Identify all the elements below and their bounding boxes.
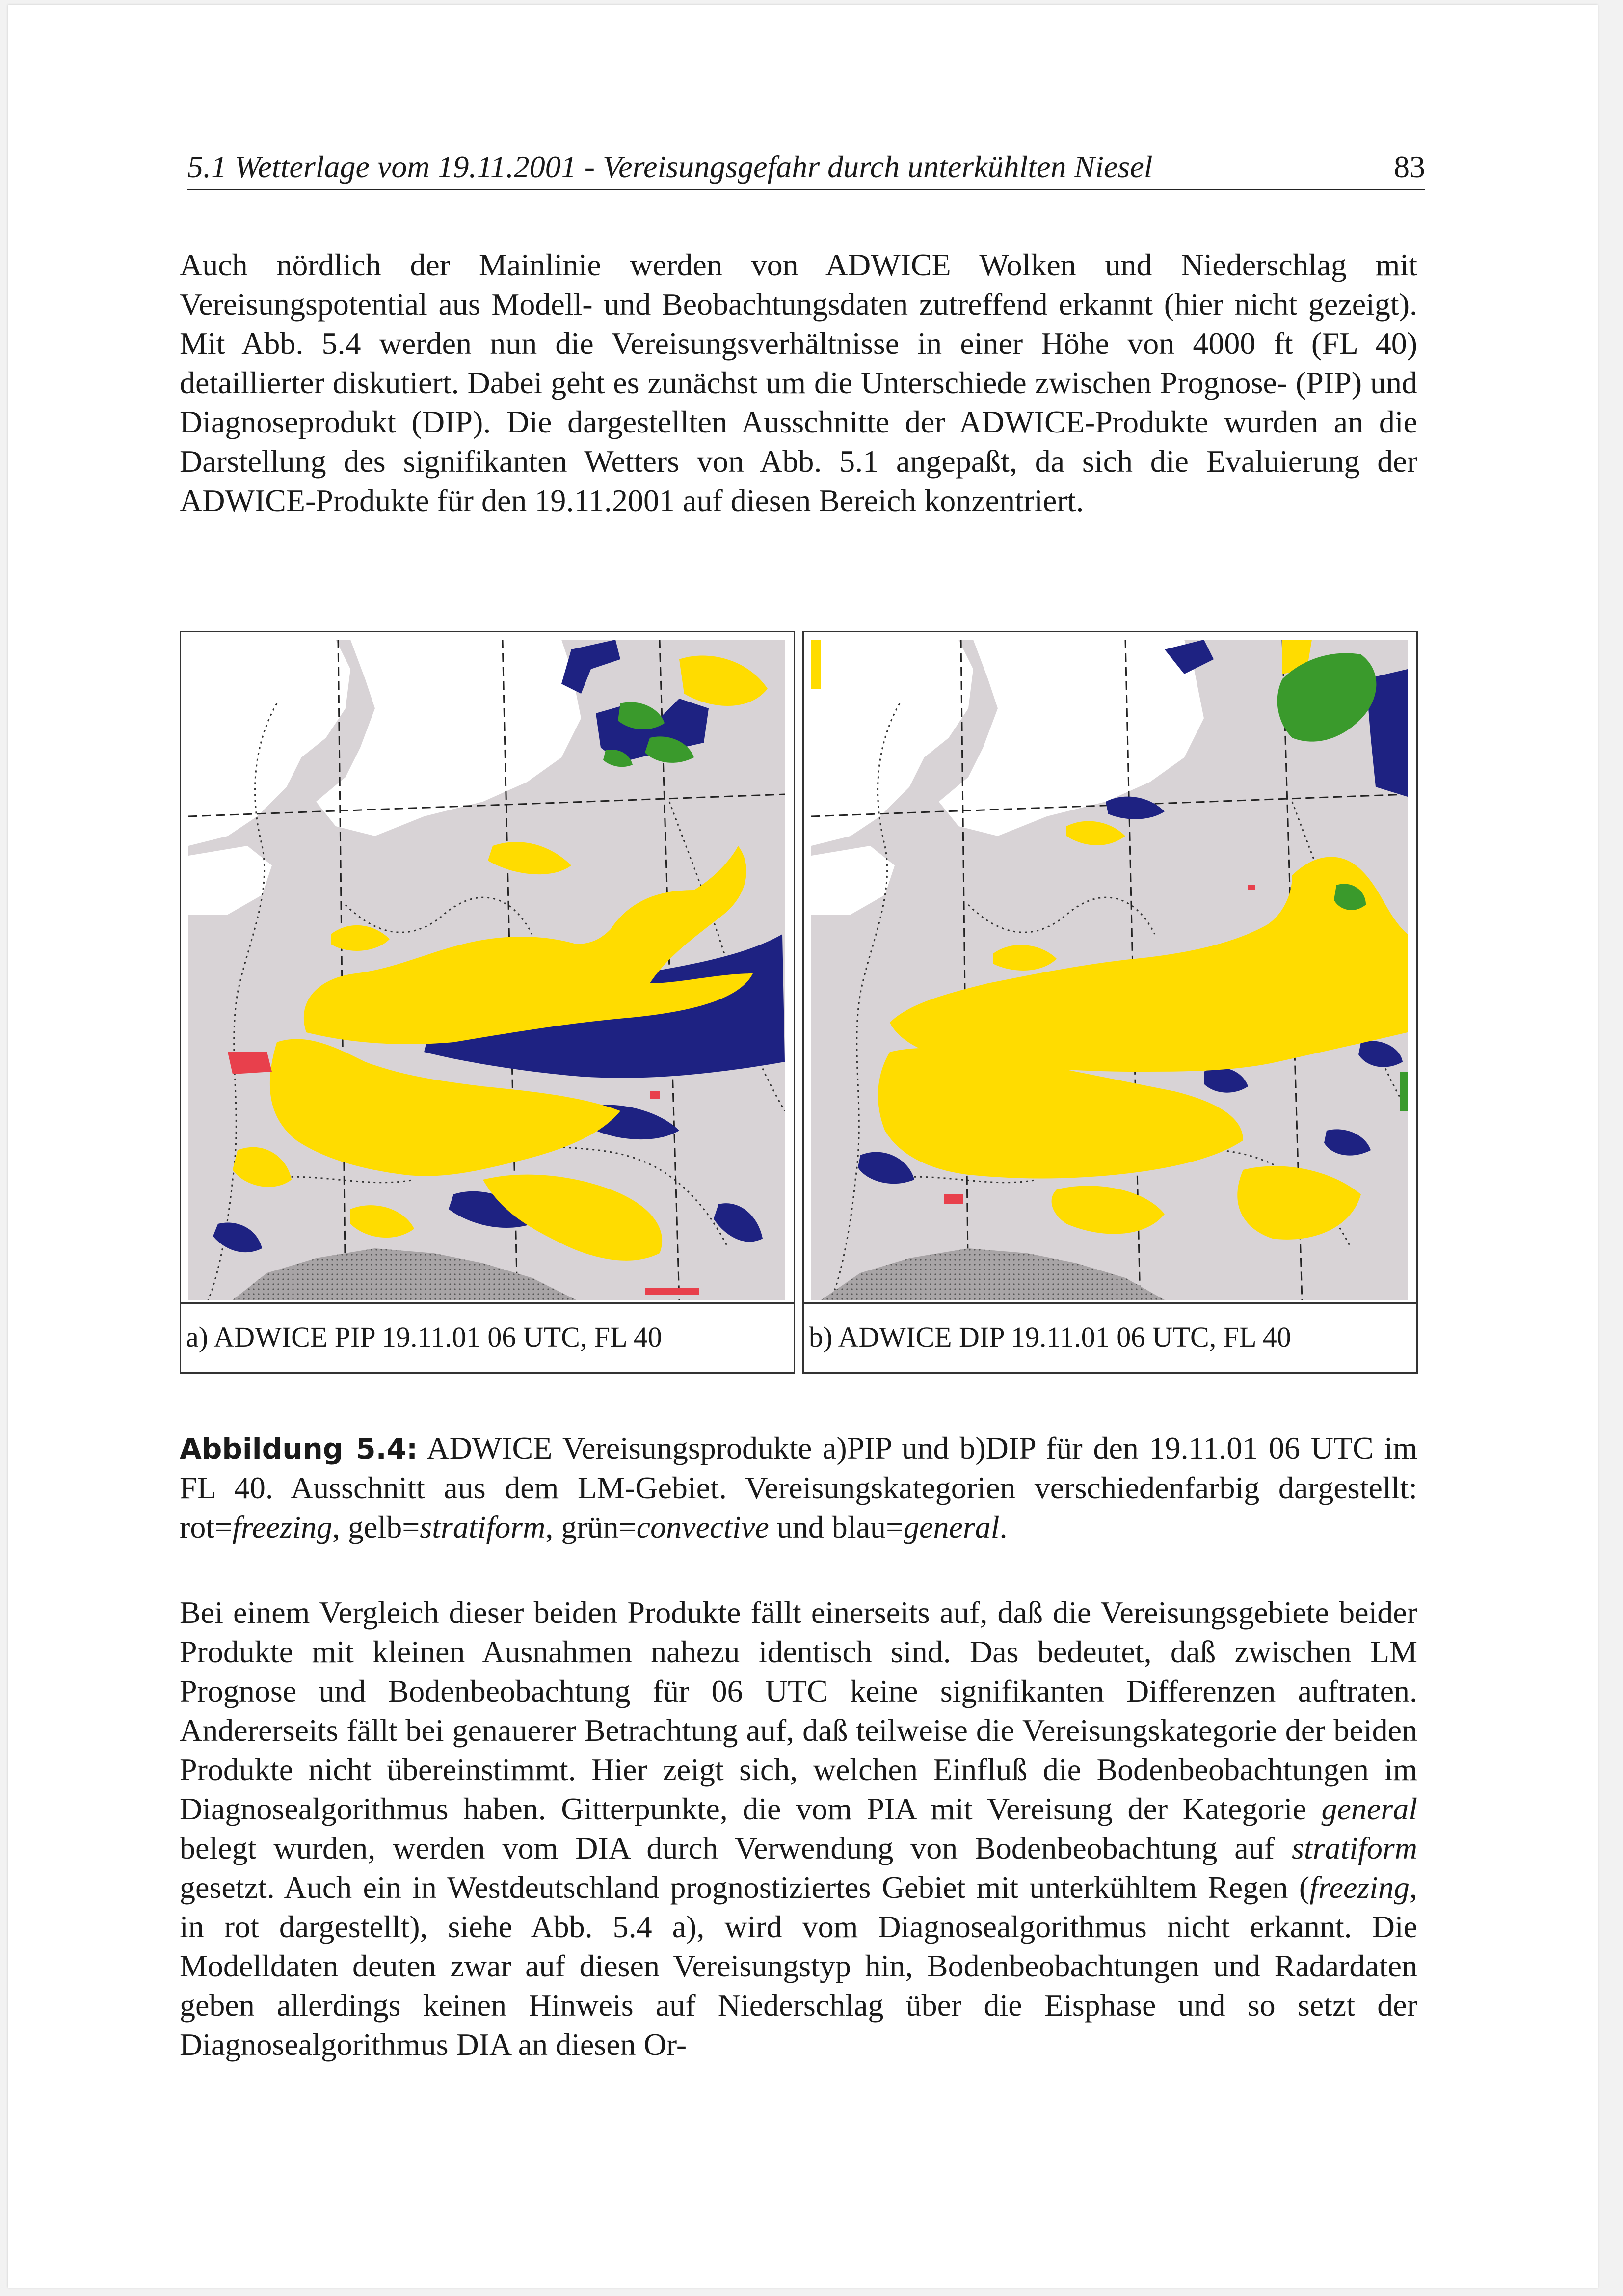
caption-convective: convective xyxy=(636,1510,769,1544)
caption-stratiform: stratiform xyxy=(420,1510,546,1544)
para2-emph-stratiform: stratiform xyxy=(1291,1831,1417,1865)
figure-panel-dip xyxy=(802,631,1418,1374)
caption-general: general xyxy=(904,1510,1000,1544)
para2-emph-freezing: freezing xyxy=(1309,1870,1410,1905)
page-number: 83 xyxy=(1394,149,1425,184)
para2-emph-general: general xyxy=(1321,1791,1417,1826)
panel-a-caption: a) ADWICE PIP 19.11.01 06 UTC, FL 40 xyxy=(181,1302,794,1371)
paragraph-intro: Auch nördlich der Mainlinie werden von ADWICE Wolken und Niederschlag mit Vereisungspotential aus Modell- und Beobachtungsdaten zutreffend erkannt (hier nicht gezeigt). Mit Abb. 5.4 werden nun die Vereisungsverhältnisse in einer Höhe von 4000 ft (FL 40) detaillierter diskutiert. Dabei geht es zunächst um die Unterschiede zwischen Prognose- (PIP) und Diagnoseprodukt (DIP). Die dargestellten Ausschnitte der ADWICE-Produkte wurden an die Darstellung des signifikanten Wetters von Abb. 5.1 angepaßt, da sich die Evaluierung der ADWICE-Produkte für den 19.11.2001 auf diesen Bereich konzentriert. xyxy=(180,247,1417,518)
para2-text-2: belegt wurden, werden vom DIA durch Verwendung von Bodenbeobachtung auf xyxy=(180,1831,1292,1865)
caption-end: . xyxy=(999,1510,1008,1544)
caption-sep-2: , grün= xyxy=(545,1510,637,1544)
para2-text-4: , in rot dargestellt), siehe Abb. 5.4 a), wird vom Diagnosealgorithmus nicht erkannt. Die Modelldaten deuten zwar auf diesen Vereisungstyp hin, Bodenbeobachtungen und Radardaten geben allerdings keinen Hinweis auf Niederschlag über die Eisphase und so setzt der Diagnosealgorithmus DIA an diesen Or- xyxy=(180,1870,1417,2062)
caption-label: Abbildung 5.4: xyxy=(180,1432,418,1465)
panel-b-caption: b) ADWICE DIP 19.11.01 06 UTC, FL 40 xyxy=(804,1302,1416,1371)
para2-text-1: Bei einem Vergleich dieser beiden Produkte fällt einerseits auf, daß die Vereisungsgebiete beider Produkte mit kleinen Ausnahmen nahezu identisch sind. Das bedeutet, daß zwischen LM Prognose und Bodenbeobachtung für 06 UTC keine signifikanten Differenzen auftraten. Andererseits fällt bei genauerer Betrachtung auf, daß teilweise die Vereisungskategorie der beiden Produkte nicht übereinstimmt. Hier zeigt sich, welchen Einfluß die Bodenbeobachtungen im Diagnosealgorithmus haben. Gitterpunkte, die vom PIA mit Vereisung der Kategorie xyxy=(180,1595,1417,1826)
figure-panel-pip xyxy=(180,631,795,1374)
paragraph-discussion xyxy=(180,1593,1417,2064)
caption-sep-3: und blau= xyxy=(769,1510,904,1544)
caption-text-1: ADWICE Vereisungsprodukte a)PIP und b)DIP für den 19.11.01 06 UTC im FL 40. Ausschnitt aus dem LM-Gebiet. Vereisungskategorien verschiedenfarbig dargestellt: rot= xyxy=(180,1431,1417,1544)
map-pip xyxy=(188,640,785,1300)
caption-freezing: freezing xyxy=(232,1510,332,1544)
caption-sep-1: , gelb= xyxy=(332,1510,420,1544)
running-header xyxy=(187,145,1425,190)
map-dip xyxy=(811,640,1408,1300)
para2-text-3: gesetzt. Auch ein in Westdeutschland prognostiziertes Gebiet mit unterkühltem Regen ( xyxy=(180,1870,1310,1905)
figure-caption xyxy=(180,1429,1417,1547)
running-title: 5.1 Wetterlage vom 19.11.2001 - Vereisungsgefahr durch unterkühlten Niesel xyxy=(187,149,1153,184)
